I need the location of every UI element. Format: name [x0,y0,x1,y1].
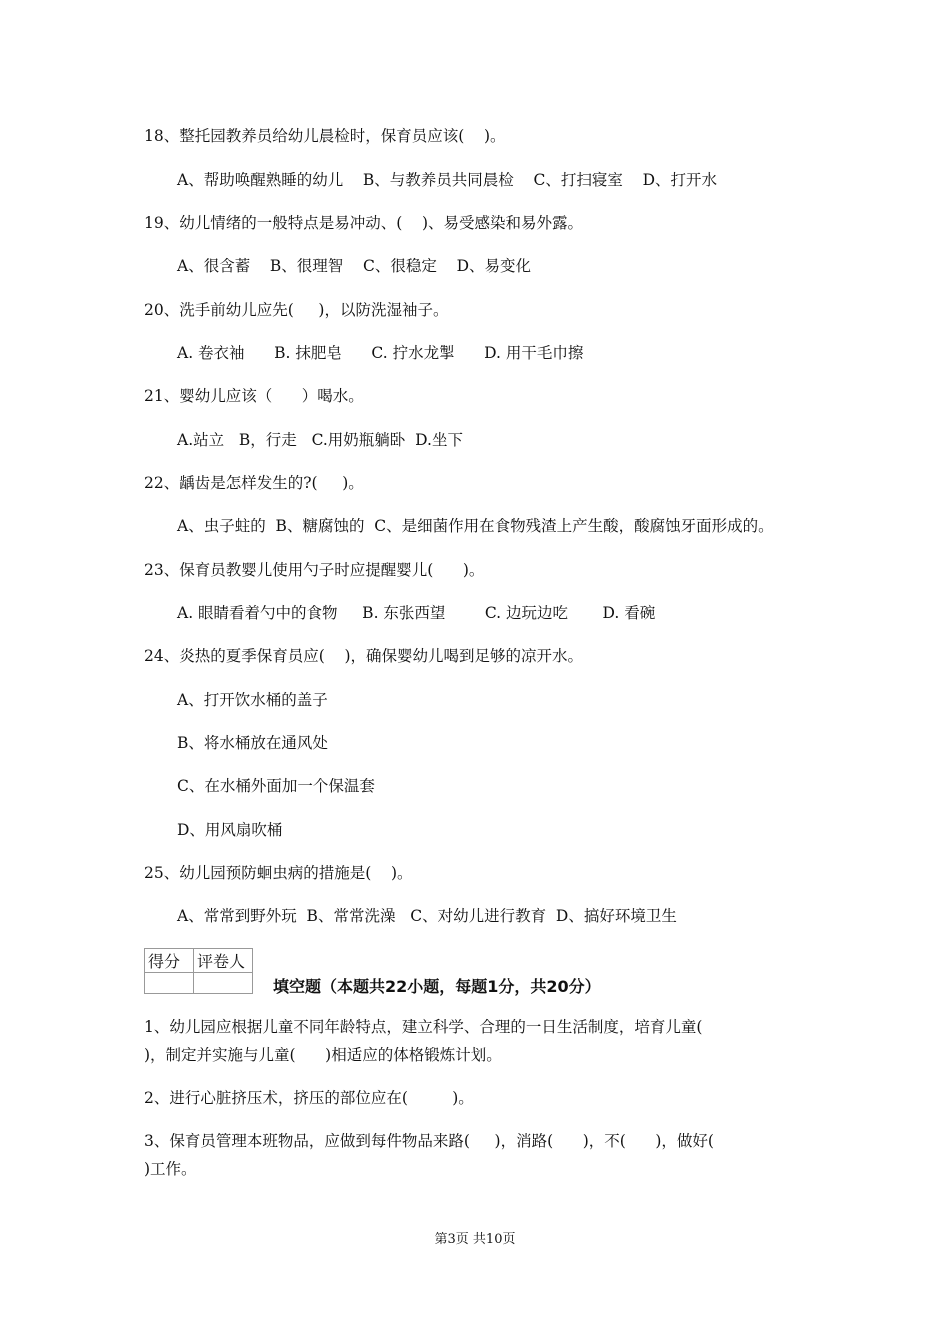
question-options: A. 眼睛看着勺中的食物 B. 东张西望 C. 边玩边吃 D. 看碗 [177,604,656,622]
question-options: A、常常到野外玩 B、常常洗澡 C、对幼儿进行教育 D、搞好环境卫生 [177,907,677,925]
question-stem: 19、幼儿情绪的一般特点是易冲动、( )、易受感染和易外露。 [144,214,584,232]
fill-question-line: 2、进行心脏挤压术，挤压的部位应在( )。 [144,1089,474,1107]
question-stem: 18、整托园教养员给幼儿晨检时，保育员应该( )。 [144,127,506,145]
fill-question-line: )工作。 [144,1160,197,1178]
reviewer-label: 评卷人 [194,949,253,973]
fill-question-line: 3、保育员管理本班物品，应做到每件物品来路( )，消路( )，不( )，做好( [144,1132,714,1150]
fill-question-line: )，制定并实施与儿童( )相适应的体格锻炼计划。 [144,1046,502,1064]
question-stem: 25、幼儿园预防蛔虫病的措施是( )。 [144,864,413,882]
question-option: D、用风扇吹桶 [177,821,283,839]
question-option: C、在水桶外面加一个保温套 [177,777,375,795]
reviewer-cell [194,973,253,994]
score-cell [145,973,194,994]
section-title: 填空题（本题共22小题，每题1分，共20分） [273,977,601,996]
question-stem: 22、龋齿是怎样发生的?( )。 [144,474,364,492]
question-options: A、帮助唤醒熟睡的幼儿 B、与教养员共同晨检 C、打扫寝室 D、打开水 [177,171,717,189]
question-stem: 23、保育员教婴儿使用勺子时应提醒婴儿( )。 [144,561,485,579]
fill-question-line: 1、幼儿园应根据儿童不同年龄特点，建立科学、合理的一日生活制度，培育儿童( [144,1018,703,1036]
question-option: B、将水桶放在通风处 [177,734,328,752]
score-label: 得分 [145,949,194,973]
question-options: A、很含蓄 B、很理智 C、很稳定 D、易变化 [177,257,531,275]
question-option: A、打开饮水桶的盖子 [177,691,328,709]
question-options: A、虫子蛀的 B、糖腐蚀的 C、是细菌作用在食物残渣上产生酸，酸腐蚀牙面形成的。 [177,517,774,535]
question-options: A.站立 B，行走 C.用奶瓶躺卧 D.坐下 [177,431,463,449]
question-stem: 21、婴幼儿应该（ ）喝水。 [144,387,364,405]
question-stem: 24、炎热的夏季保育员应( )，确保婴幼儿喝到足够的凉开水。 [144,647,584,665]
question-options: A. 卷衣袖 B. 抹肥皂 C. 拧水龙掣 D. 用干毛巾擦 [177,344,584,362]
score-box [144,948,253,994]
question-stem: 20、洗手前幼儿应先( )，以防洗湿袖子。 [144,301,449,319]
page-footer: 第3页 共10页 [434,1232,516,1247]
